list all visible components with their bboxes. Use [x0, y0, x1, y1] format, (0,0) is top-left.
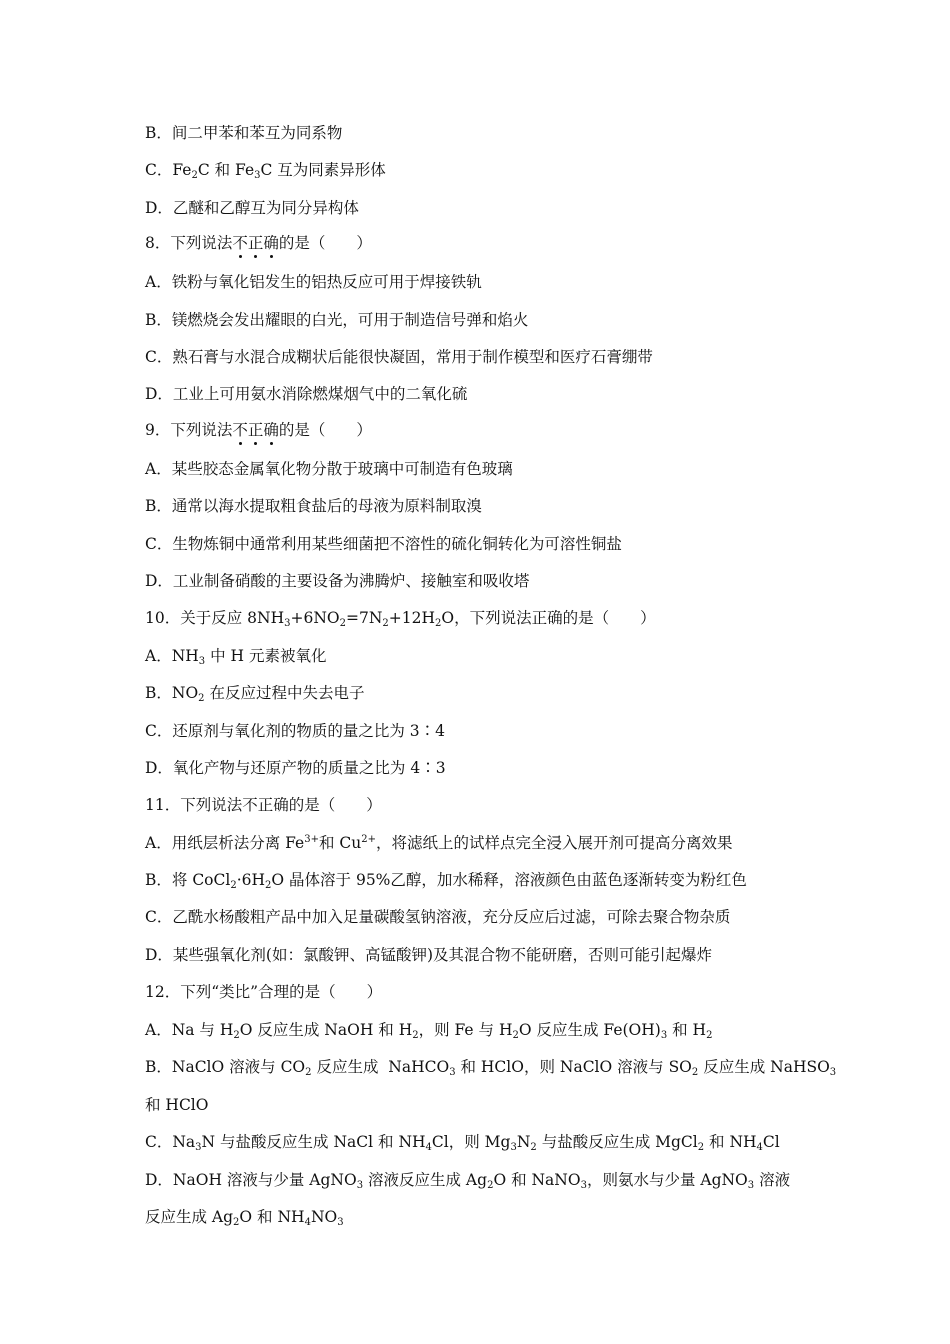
emphasis-dot: 不 [232, 421, 248, 439]
emphasis-dot: 确 [263, 421, 279, 439]
q8-option-b: B．镁燃烧会发出耀眼的白光，可用于制造信号弹和焰火 [145, 311, 529, 329]
q9-option-d: D．工业制备硝酸的主要设备为沸腾炉、接触室和吸收塔 [145, 572, 530, 590]
emphasis-dot: 正 [247, 234, 264, 252]
q11-option-c: C．乙酰水杨酸粗产品中加入足量碳酸氢钠溶液，充分反应后过滤，可除去聚合物杂质 [145, 908, 731, 926]
q9-option-c: C．生物炼铜中通常利用某些细菌把不溶性的硫化铜转化为可溶性铜盐 [145, 535, 622, 553]
q10-option-a: A．$NH_3$ 中 H 元素被氧化 [145, 647, 327, 667]
q7-option-d: D．乙醚和乙醇互为同分异构体 [145, 199, 359, 217]
q11-option-b: B．将 $CoCl_2\cdot 6H_2O$ 晶体溶于 95%乙醇，加水稀释，溶液颜色由蓝色逐渐转变为粉红色 [145, 871, 747, 891]
q11-option-d: D．某些强氧化剂(如：氯酸钾、高锰酸钾)及其混合物不能研磨，否则可能引起爆炸 [145, 946, 713, 964]
q10-stem: 10．关于反应 $8NH_3+6NO_2=7N_2+12H_2O$，下列说法正确的是（ ） [145, 609, 656, 629]
q8-stem: 8．下列说法不正确的是（ ） [145, 234, 372, 252]
emphasis-dot: 确 [263, 234, 279, 252]
q7-option-b: B．间二甲苯和苯互为同系物 [145, 124, 343, 142]
q12-option-d-cont: 反应生成 $Ag_2O$ 和 $NH_4NO_3$ [145, 1208, 344, 1228]
q8-option-a: A．铁粉与氧化铝发生的铝热反应可用于焊接铁轨 [145, 273, 482, 291]
q10-option-d: D．氧化产物与还原产物的质量之比为 4∶3 [145, 759, 446, 777]
q12-option-a: A．Na 与 $H_2O$ 反应生成 NaOH 和 $H_2$，则 Fe 与 $H_2O$ 反应生成 $Fe(OH)_3$ 和 $H_2$ [145, 1021, 713, 1041]
q12-option-b: B．NaClO 溶液与 $CO_2$ 反应生成 NaHCO$_3$ 和 HClO，则 NaClO 溶液与 $SO_2$ 反应生成 NaHSO$_3$ [145, 1058, 837, 1078]
q12-option-c: C．$Na_3N$ 与盐酸反应生成 NaCl 和 $NH_4Cl$，则 $Mg_3N_2$ 与盐酸反应生成 MgCl$_2$ 和 $NH_4Cl$ [145, 1133, 780, 1153]
q9-option-b: B．通常以海水提取粗食盐后的母液为原料制取溴 [145, 497, 482, 515]
q8-option-d: D．工业上可用氨水消除燃煤烟气中的二氧化硫 [145, 385, 468, 403]
q7-option-c: C．$Fe_2C$ 和 $Fe_3C$ 互为同素异形体 [145, 161, 386, 181]
q11-stem: 11．下列说法不正确的是（ ） [145, 796, 382, 814]
q12-option-d: D．NaOH 溶液与少量 AgNO$_3$ 溶液反应生成 $Ag_2O$ 和 NaNO$_3$，则氨水与少量 AgNO$_3$ 溶液 [145, 1171, 791, 1191]
emphasis-dot: 正 [247, 421, 264, 439]
q9-stem: 9．下列说法不正确的是（ ） [145, 421, 372, 439]
q8-option-c: C．熟石膏与水混合成糊状后能很快凝固，常用于制作模型和医疗石膏绷带 [145, 348, 653, 366]
q12-stem: 12．下列“类比”合理的是（ ） [145, 983, 383, 1001]
q12-option-b-cont: 和 HClO [145, 1096, 209, 1114]
q11-option-a: A．用纸层析法分离 $Fe^{3+}$和 $Cu^{2+}$，将滤纸上的试样点完全浸入展开剂可提高分离效果 [145, 834, 733, 852]
q10-option-c: C．还原剂与氧化剂的物质的量之比为 3∶4 [145, 722, 446, 740]
q10-option-b: B．$NO_2$ 在反应过程中失去电子 [145, 684, 365, 704]
q9-option-a: A．某些胶态金属氧化物分散于玻璃中可制造有色玻璃 [145, 460, 513, 478]
emphasis-dot: 不 [232, 234, 248, 252]
